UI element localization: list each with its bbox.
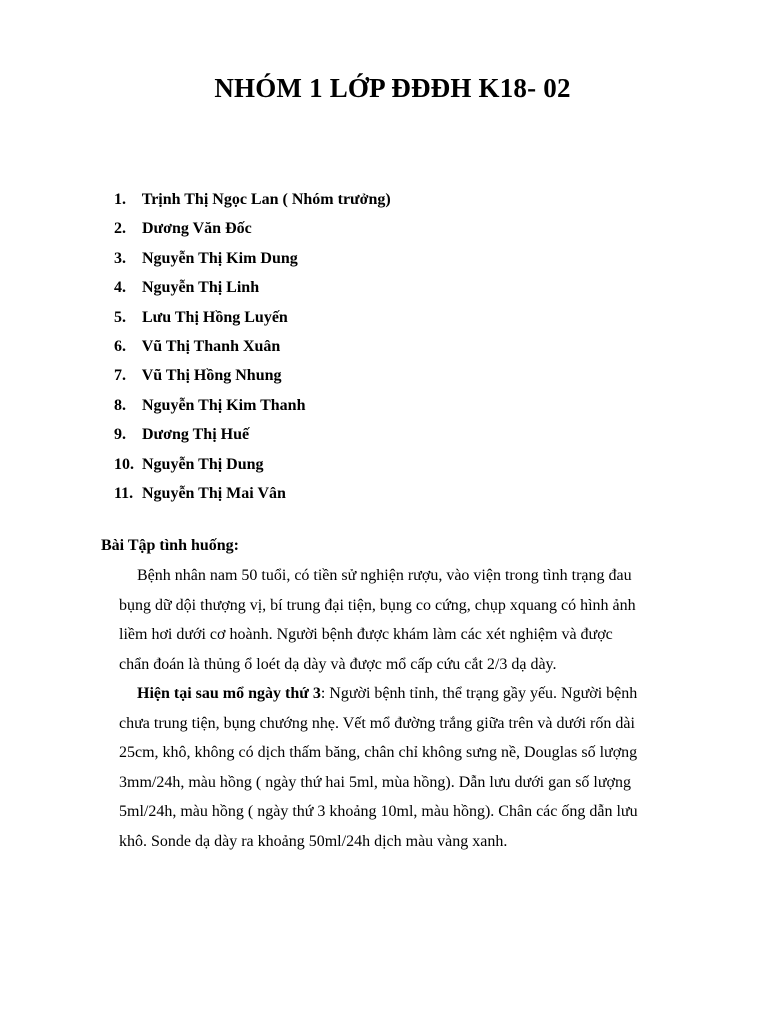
member-name: Nguyễn Thị Kim Dung [142, 249, 298, 267]
case-study-heading: Bài Tập tình huống: [101, 537, 239, 554]
postop-day-text: : Người bệnh tỉnh, thể trạng gầy yếu. Người bệnh [320, 685, 638, 702]
document-title: NHÓM 1 LỚP ĐĐĐH K18- 02 [214, 73, 571, 103]
paragraph-line: khô. Sonde dạ dày ra khoảng 50ml/24h dịch màu vàng xanh. [119, 832, 508, 850]
case-paragraph-2 [119, 679, 699, 856]
paragraph-line: 25cm, khô, không có dịch thấm băng, chân chỉ không sưng nề, Douglas số lượng [119, 744, 638, 761]
member-item [114, 391, 391, 420]
paragraph-line: liềm hơi dưới cơ hoành. Người bệnh được khám làm các xét nghiệm và được [119, 626, 613, 643]
member-name: Dương Văn Đốc [142, 220, 252, 238]
member-name: Trịnh Thị Ngọc Lan ( Nhóm trưởng) [141, 191, 391, 208]
case-paragraph-1 [119, 561, 699, 679]
paragraph-line: chẩn đoán là thủng ổ loét dạ dày và được mổ cấp cứu cắt 2/3 dạ dày. [119, 655, 557, 673]
member-name: Dương Thị Huế [142, 426, 250, 444]
member-name: Lưu Thị Hồng Luyến [142, 308, 288, 326]
member-number: 10. [114, 455, 134, 473]
member-name: Vũ Thị Hồng Nhung [141, 367, 282, 385]
paragraph-line: Bệnh nhân nam 50 tuổi, có tiền sử nghiện rượu, vào viện trong tình trạng đau [137, 567, 632, 584]
member-item [114, 303, 391, 332]
member-item [114, 479, 391, 508]
member-item [114, 214, 391, 243]
paragraph-line [119, 679, 699, 709]
paragraph-line: 3mm/24h, màu hồng ( ngày thứ hai 5ml, mùa hồng). Dẫn lưu dưới gan số lượng [119, 773, 631, 791]
member-number: 5. [114, 308, 126, 326]
member-number: 7. [114, 367, 126, 385]
member-name: Nguyễn Thị Mai Vân [142, 484, 286, 502]
member-name: Nguyễn Thị Dung [142, 455, 264, 473]
member-number: 3. [114, 249, 126, 267]
member-item [114, 450, 391, 479]
member-number: 4. [114, 279, 126, 297]
member-number: 8. [114, 396, 126, 414]
member-item [114, 361, 391, 390]
paragraph-line: 5ml/24h, màu hồng ( ngày thứ 3 khoảng 10ml, màu hồng). Chân các ống dẫn lưu [119, 803, 638, 820]
member-item [114, 244, 391, 273]
paragraph-line: bụng dữ dội thượng vị, bí trung đại tiện, bụng co cứng, chụp xquang có hình ảnh [119, 596, 636, 614]
member-item [114, 332, 391, 361]
member-item [114, 185, 391, 214]
member-list [114, 185, 391, 508]
member-number: 11. [114, 484, 134, 502]
paragraph-line: chưa trung tiện, bụng chướng nhẹ. Vết mổ đường trắng giữa trên và dưới rốn dài [119, 714, 635, 732]
member-item [114, 273, 391, 302]
member-number: 1. [114, 191, 126, 208]
postop-day-lead: Hiện tại sau mổ ngày thứ 3 [137, 685, 321, 702]
member-name: Nguyễn Thị Linh [142, 279, 260, 297]
member-number: 9. [114, 426, 126, 444]
member-name: Nguyễn Thị Kim Thanh [142, 396, 306, 414]
member-number: 2. [114, 220, 126, 238]
member-item [114, 420, 391, 449]
member-number: 6. [114, 337, 126, 355]
member-name: Vũ Thị Thanh Xuân [141, 337, 281, 355]
